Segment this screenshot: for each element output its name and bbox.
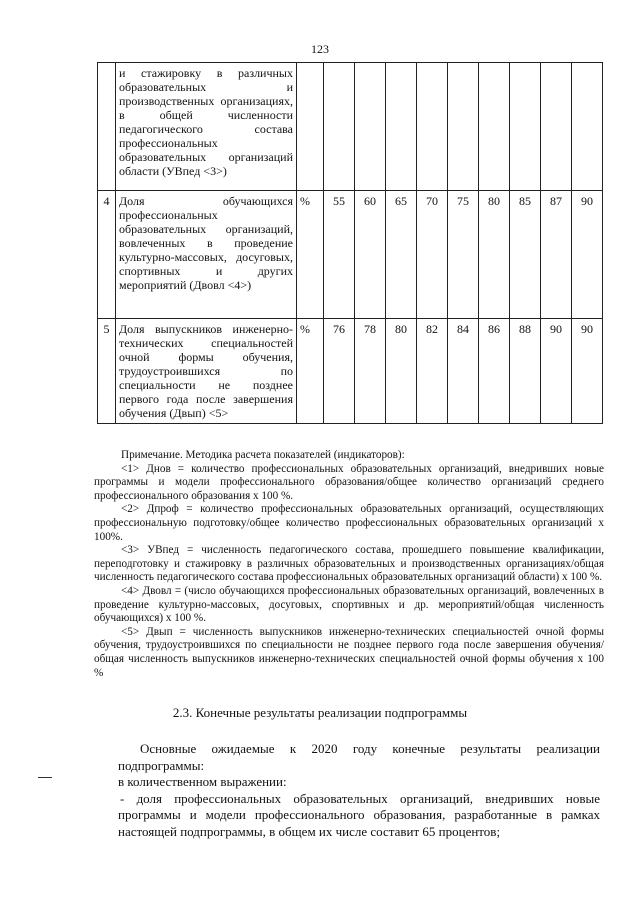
table-row [98, 63, 603, 191]
unit-cell [297, 63, 324, 191]
value-cell: 78 [355, 319, 386, 424]
indicator-name: и стажировку в различных образовательных и производственных организациях, в общей численности педагогического состава профессиональных образовательных организаций области (УВпед <3>) [116, 63, 297, 191]
note-item: <2> Дпроф = количество профессиональных образовательных организаций, осуществляющих профессиональную подготовку/общее количество профессиональных образовательных организаций х 100%. [94, 503, 604, 543]
value-cell [324, 63, 355, 191]
indicator-name: Доля обучающихся профессиональных образовательных организаций, вовлеченных в проведение культурно-массовых, досуговых, спортивных и других мероприятий (Двовл <4>) [116, 191, 297, 319]
value-cell: 90 [572, 191, 603, 319]
value-cell: 87 [541, 191, 572, 319]
table-row [98, 191, 603, 319]
value-cell: 80 [479, 191, 510, 319]
table-row [98, 319, 603, 424]
unit-cell: % [297, 319, 324, 424]
note-item: <5> Двып = численность выпускников инженерно-технических специальностей очной формы обучения, трудоустроившихся по специальности не позднее первого года после завершения обучения/ общая численность выпускников инженерно-технических специальностей очной формы обучения х 100 % [94, 625, 604, 679]
value-cell [541, 63, 572, 191]
indicators-table [97, 62, 603, 424]
value-cell: 86 [479, 319, 510, 424]
note-item: <4> Двовл = (число обучающихся профессиональных образовательных организаций, вовлеченных в проведение культурно-массовых, досуговых, спортивных и др. мероприятий/общая численность обучающихся) х 100 %. [94, 584, 604, 625]
value-cell: 55 [324, 191, 355, 319]
results-intro: Основные ожидаемые к 2020 году конечные результаты реализации подпрограммы: [118, 741, 600, 773]
value-cell: 75 [448, 191, 479, 319]
page-number: 123 [311, 42, 329, 56]
value-cell [479, 63, 510, 191]
value-cell [386, 63, 417, 191]
notes-block [94, 449, 604, 680]
value-cell: 88 [510, 319, 541, 424]
note-item: <3> УВпед = численность педагогического состава, прошедшего повышение квалификации, переподготовку и стажировку в различных образовательных и производственных организациях/общая численность педагогического состава профессиональных образовательных организаций области) х 100 %. [94, 544, 604, 584]
indicator-name: Доля выпускников инженерно-технических специальностей очной формы обучения, трудоустроившихся по специальности не позднее первого года после завершения обучения (Двып) <5> [116, 319, 297, 424]
value-cell: 80 [386, 319, 417, 424]
section-body [118, 741, 600, 840]
value-cell [510, 63, 541, 191]
value-cell: 85 [510, 191, 541, 319]
value-cell [417, 63, 448, 191]
margin-mark [38, 777, 52, 778]
value-cell: 90 [541, 319, 572, 424]
results-quantitative-label: в количественном выражении: [118, 774, 287, 789]
value-cell: 70 [417, 191, 448, 319]
row-number: 5 [98, 319, 116, 424]
value-cell: 82 [417, 319, 448, 424]
value-cell: 60 [355, 191, 386, 319]
note-item: <1> Днов = количество профессиональных образовательных организаций, внедривших новые программы и модели профессионального образования/общее количество организаций среднего профессионального образования х 100 %. [94, 462, 604, 502]
value-cell [355, 63, 386, 191]
value-cell [448, 63, 479, 191]
notes-heading: Примечание. Методика расчета показателей (индикаторов): [121, 449, 405, 461]
value-cell: 76 [324, 319, 355, 424]
value-cell: 90 [572, 319, 603, 424]
row-number: 4 [98, 191, 116, 319]
unit-cell: % [297, 191, 324, 319]
section-title: 2.3. Конечные результаты реализации подпрограммы [172, 705, 468, 720]
row-number [98, 63, 116, 191]
results-item: - доля профессиональных образовательных организаций, внедривших новые программы и модели профессионального образования, разработанные в рамках настоящей подпрограммы, в общем их числе составит 65 процентов; [118, 790, 600, 839]
value-cell: 84 [448, 319, 479, 424]
value-cell: 65 [386, 191, 417, 319]
value-cell [572, 63, 603, 191]
